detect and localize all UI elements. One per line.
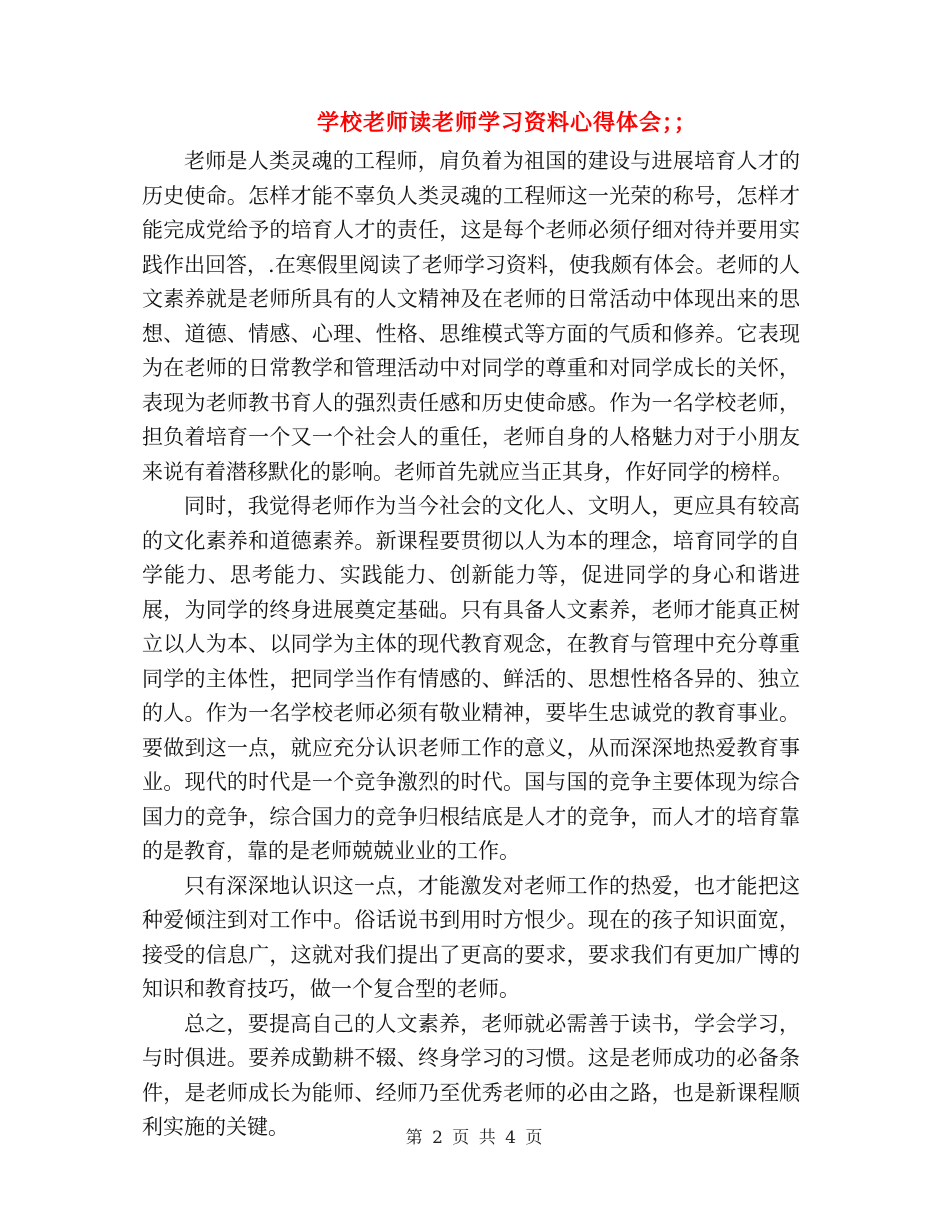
paragraph-1: 老师是人类灵魂的工程师，肩负着为祖国的建设与进展培育人才的历史使命。怎样才能不辜负人类灵魂的工程师这一光荣的称号，怎样才能完成党给予的培育人才的责任，这是每个老师必须仔细对待并要用实践作出回答，.在寒假里阅读了老师学习资料，使我颇有体会。老师的人文素养就是老师所具有的人文精神及在老师的日常活动中体现出来的思想、道德、情感、心理、性格、思维模式等方面的气质和修养。它表现为在老师的日常教学和管理活动中对同学的尊重和对同学成长的关怀，表现为老师教书育人的强烈责任感和历史使命感。作为一名学校老师，担负着培育一个又一个社会人的重任，老师自身的人格魅力对于小朋友来说有着潜移默化的影响。老师首先就应当正其身，作好同学的榜样。 [142,149,800,484]
paragraph-2: 同时，我觉得老师作为当今社会的文化人、文明人，更应具有较高的文化素养和道德素养。新课程要贯彻以人为本的理念，培育同学的自学能力、思考能力、实践能力、创新能力等，促进同学的身心和谐进展，为同学的终身进展奠定基础。只有具备人文素养，老师才能真正树立以人为本、以同学为主体的现代教育观念，在教育与管理中充分尊重同学的主体性，把同学当作有情感的、鲜活的、思想性格各异的、独立的人。作为一名学校老师必须有敬业精神，要毕生忠诚党的教育事业。要做到这一点，就应充分认识老师工作的意义，从而深深地热爱教育事业。现代的时代是一个竞争激烈的时代。国与国的竞争主要体现为综合国力的竞争，综合国力的竞争归根结底是人才的竞争，而人才的培育靠的是教育，靠的是老师兢兢业业的工作。 [142,494,800,863]
paragraph-3: 只有深深地认识这一点，才能激发对老师工作的热爱，也才能把这种爱倾注到对工作中。俗话说书到用时方恨少。现在的孩子知识面宽，接受的信息广，这就对我们提出了更高的要求，要求我们有更加广博的知识和教育技巧，做一个复合型的老师。 [142,873,800,1001]
page-number-footer: 第 2 页 共 4 页 [405,1128,545,1148]
document-body [142,144,800,1145]
paragraph-4: 总之，要提高自己的人文素养，老师就必需善于读书，学会学习，与时俱进。要养成勤耕不辍、终身学习的习惯。这是老师成功的必备条件，是老师成长为能师、经师乃至优秀老师的必由之路，也是新课程顺利实施的关键。 [142,1011,800,1139]
document-title: 学校老师读老师学习资料心得体会；； [316,111,697,136]
